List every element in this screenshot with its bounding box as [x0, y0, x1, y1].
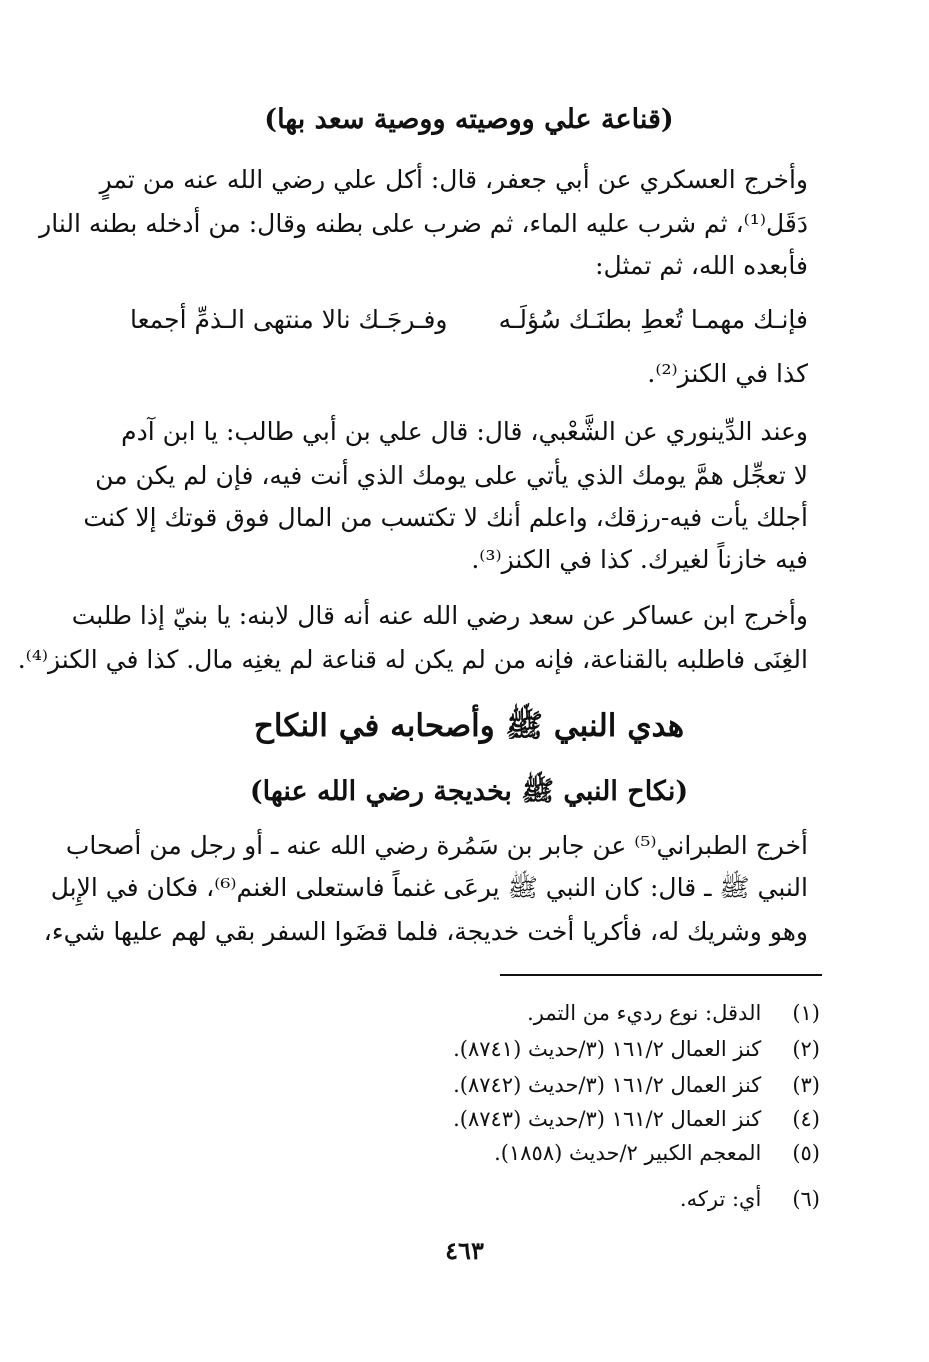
footnote-text: أي: تركه.: [679, 1187, 762, 1211]
section-heading-qanaa: (قناعة علي ووصيته ووصية سعد بها): [264, 104, 674, 135]
footnote-number: (٦): [792, 1187, 820, 1211]
paragraph-line: فأبعده الله، ثم تمثل:: [595, 251, 808, 280]
poetry-verse: [130, 300, 808, 340]
section-heading-khadija: (نكاح النبي ﷺ بخديجة رضي الله عنها): [249, 776, 689, 807]
paragraph-line: الغِنَى فاطلبه بالقناعة، فإنه من لم يكن له قناعة لم يغنِه مال. كذا في الكنز⁽⁴⁾.: [17, 645, 808, 674]
footnote: [380, 998, 820, 1028]
footnote: [380, 1138, 820, 1168]
paragraph-line: وهو وشريك له، فأكريا أخت خديجة، فلما قضَوا السفر بقي لهم عليها شيء،: [43, 917, 808, 946]
footnote-number: (٤): [792, 1107, 820, 1131]
footnote-number: (٥): [792, 1141, 820, 1165]
page-number: ٤٦٣: [445, 1236, 484, 1265]
paragraph-line: النبي ﷺ ـ قال: كان النبي ﷺ يرعَى غنماً فاستعلى الغنم⁽⁶⁾، فكان في الإِبل: [50, 873, 808, 902]
verse-first-hemistich: فإنـك مهمـا تُعطِ بطنَـك سُؤلَـه: [498, 305, 808, 334]
chapter-heading-nikah: هدي النبي ﷺ وأصحابه في النكاح: [253, 708, 685, 744]
footnote-text: كنز العمال ١٦١/٢ (٣/حديث (٨٧٤٣).: [453, 1107, 762, 1131]
footnote-number: (٢): [792, 1037, 820, 1061]
paragraph-line: دَقَل⁽¹⁾، ثم شرب عليه الماء، ثم ضرب على بطنه وقال: من أدخله بطنه النار: [39, 209, 808, 238]
footnote-text: الدقل: نوع رديء من التمر.: [527, 1001, 762, 1025]
paragraph-line: وأخرج العسكري عن أبي جعفر، قال: أكل علي رضي الله عنه من تمرٍ: [99, 165, 808, 194]
paragraph-line: أجلك يأت فيه-رزقك، واعلم أنك لا تكتسب من المال فوق قوتك إلا كنت: [83, 503, 808, 532]
verse-second-hemistich: وفـرجَـك نالا منتهى الـذمِّ أجمعا: [130, 305, 448, 334]
footnote-text: كنز العمال ١٦١/٢ (٣/حديث (٨٧٤١).: [453, 1037, 762, 1061]
paragraph-line: لا تعجِّل همَّ يومك الذي يأتي على يومك الذي أنت فيه، فإن لم يكن من: [95, 461, 808, 490]
footnote: [380, 1184, 820, 1214]
paragraph-line: أخرج الطبراني⁽⁵⁾ عن جابر بن سَمُرة رضي الله عنه ـ أو رجل من أصحاب: [65, 831, 808, 860]
footnote-text: كنز العمال ١٦١/٢ (٣/حديث (٨٧٤٢).: [453, 1073, 762, 1097]
paragraph-line: وعند الدِّينوري عن الشَّعْبي، قال: قال علي بن أبي طالب: يا ابن آدم: [121, 417, 808, 446]
footnote-separator: [500, 974, 822, 976]
paragraph-line: وأخرج ابن عساكر عن سعد رضي الله عنه أنه قال لابنه: يا بنيّ إذا طلبت: [71, 601, 808, 630]
footnote: [380, 1034, 820, 1064]
footnote: [380, 1070, 820, 1100]
footnote-number: (١): [792, 1001, 820, 1025]
footnote: [380, 1104, 820, 1134]
citation-line: كذا في الكنز⁽²⁾.: [647, 359, 808, 388]
paragraph-line: فيه خازناً لغيرك. كذا في الكنز⁽³⁾.: [471, 545, 808, 574]
footnote-text: المعجم الكبير ٢/حديث (١٨٥٨).: [494, 1141, 762, 1165]
footnote-number: (٣): [792, 1073, 820, 1097]
